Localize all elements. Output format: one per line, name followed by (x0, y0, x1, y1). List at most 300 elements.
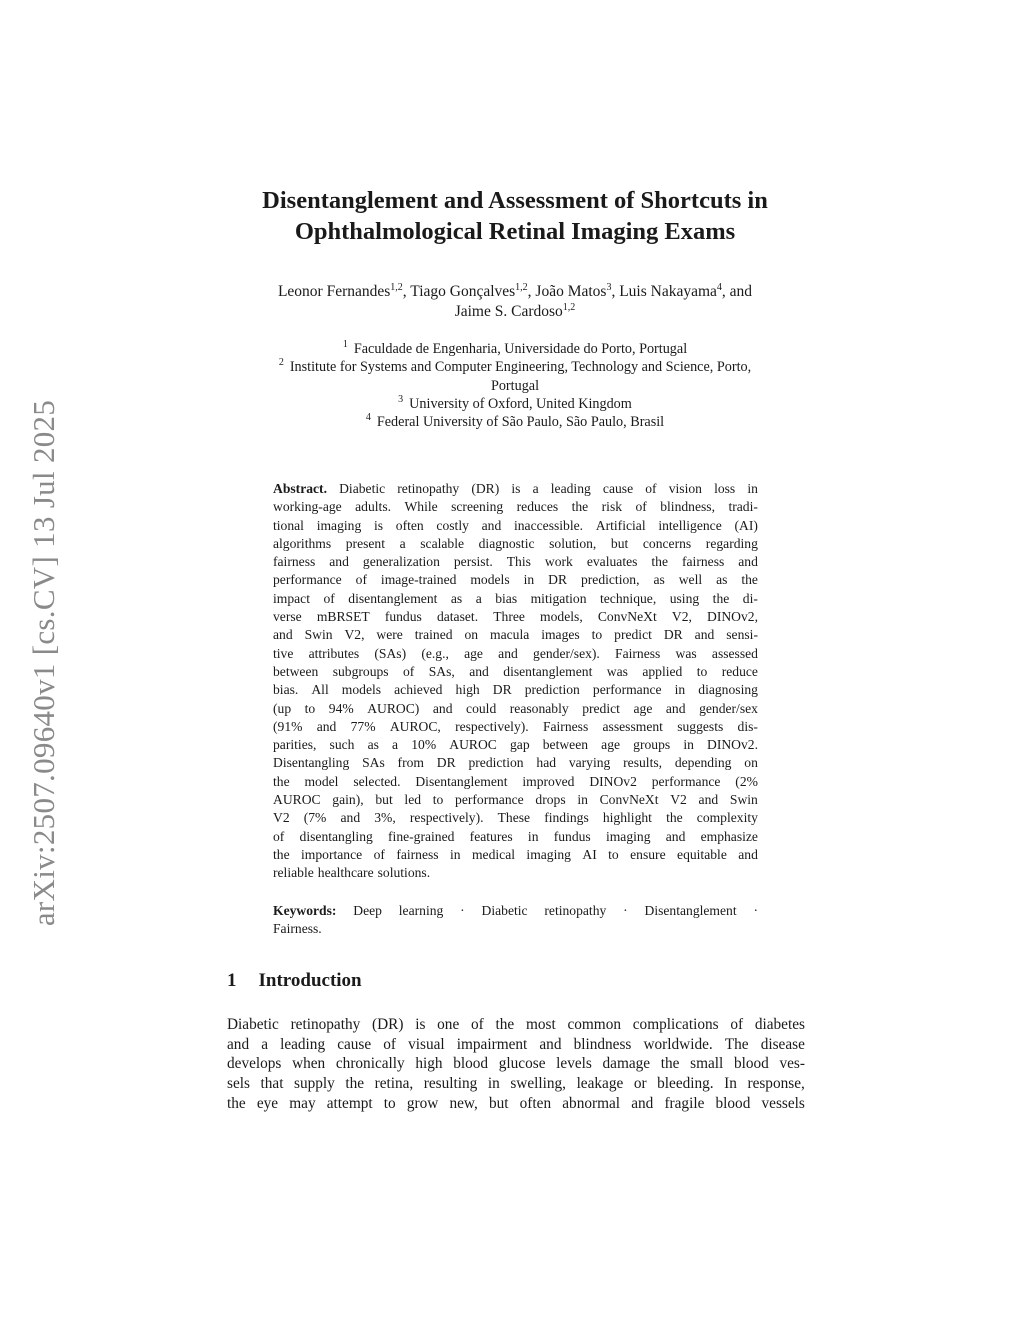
word: ensure (630, 846, 666, 862)
word: fragile (664, 1094, 705, 1112)
word: the (651, 554, 669, 570)
word: damage (602, 1055, 651, 1073)
word: and (738, 554, 758, 570)
word: chronically (335, 1055, 405, 1073)
word: achieved (394, 682, 443, 698)
word: assessment (602, 718, 663, 734)
word: of (373, 846, 385, 862)
word: sels (227, 1075, 250, 1093)
text-line (273, 828, 758, 846)
word: to (432, 792, 444, 808)
word: and (665, 700, 686, 716)
text-line (227, 1015, 805, 1035)
word: of (323, 590, 335, 606)
word: blood (453, 1055, 489, 1073)
word: visual (408, 1035, 445, 1053)
word: Artificial (595, 517, 646, 533)
text-line (227, 1074, 805, 1094)
word: suggests (677, 718, 724, 734)
word: impact (273, 590, 310, 606)
word: All (311, 682, 329, 698)
word: as (716, 572, 728, 588)
word: blindness (573, 1035, 632, 1053)
word: and (698, 792, 719, 808)
word: but (488, 1094, 509, 1112)
word: a (392, 737, 399, 753)
word: assessed (711, 645, 758, 661)
word: in (523, 572, 535, 588)
word: complications (632, 1016, 719, 1033)
word: and (340, 810, 361, 826)
word: disentanglement (503, 663, 593, 679)
affiliation-item (200, 395, 830, 413)
word: AUROC (449, 737, 497, 753)
word: 3%, (374, 810, 396, 826)
word: or (633, 1075, 647, 1093)
word: performance (592, 682, 662, 698)
text-line (273, 809, 758, 827)
word: adults. (355, 499, 392, 515)
word: equitable (677, 846, 727, 862)
word: often (395, 517, 424, 533)
word: risk (601, 499, 623, 515)
word: levels (556, 1055, 592, 1073)
word: fairness (682, 554, 725, 570)
word: SAs, (428, 663, 455, 679)
word: mBRSET (316, 609, 370, 625)
word: regarding (705, 535, 758, 551)
word: bleeding. (657, 1075, 714, 1093)
word: reduce (721, 663, 758, 679)
word: Fairness (615, 645, 661, 661)
word: gender/sex). (533, 645, 600, 661)
text-line (273, 736, 758, 754)
word: cause (602, 481, 634, 496)
word: respectively). (409, 810, 484, 826)
word: prediction (524, 682, 580, 698)
word: abnormal (562, 1094, 621, 1112)
word: was (606, 663, 628, 679)
author-affiliation-mark: 1,2 (515, 282, 528, 293)
affiliation-mark: 1 (342, 339, 348, 350)
word: and (738, 846, 758, 862)
text-line (273, 754, 758, 772)
section-title: Introduction (258, 970, 362, 991)
word: tive (273, 645, 294, 661)
word: the (227, 1094, 246, 1112)
word: 10% (411, 737, 437, 753)
word: selected. (353, 773, 401, 789)
word: bias. (273, 682, 299, 698)
author-affiliation-mark: 3 (606, 282, 612, 293)
word: of (383, 1035, 397, 1053)
word: had (536, 755, 557, 771)
word: (2% (735, 773, 758, 789)
word: parities, (273, 737, 317, 753)
word: swelling, (510, 1075, 567, 1093)
word: often (519, 1094, 552, 1112)
word: DINOv2, (707, 609, 758, 625)
word: and (329, 554, 349, 570)
text-line (273, 626, 758, 644)
word: leading (550, 481, 591, 496)
word: model (304, 773, 339, 789)
word: Three (493, 609, 525, 625)
word: the (571, 499, 589, 515)
affiliation-mark: 3 (398, 393, 404, 405)
word: Disentanglement (415, 773, 508, 789)
word: to (591, 627, 603, 643)
paper-title (200, 185, 830, 247)
word: was (675, 645, 697, 661)
word: Disentanglement (644, 903, 737, 918)
word: Diabetic (481, 903, 528, 918)
word: imaging (526, 846, 571, 862)
text-line (227, 1035, 805, 1055)
word: di- (742, 590, 758, 606)
word: the (345, 1075, 365, 1093)
word: fundus (553, 828, 591, 844)
word: from (397, 755, 424, 771)
word: to (696, 663, 708, 679)
word: improved (522, 773, 575, 789)
word: and (469, 663, 489, 679)
arxiv-identifier-text: arXiv:2507.09640v1 [cs.CV] 13 Jul 2025 (26, 399, 61, 927)
word: and (665, 828, 686, 844)
word: leading (280, 1035, 326, 1053)
author-line: Leonor Fernandes$^{1,2}$, Tiago Gonçalves$^{1,2}$, João Matos$^3$, Luis Nakayama$^4$, and (277, 282, 753, 300)
word: medical (471, 846, 516, 862)
word: develops (227, 1055, 282, 1073)
affiliation-item (200, 358, 830, 376)
author-line (200, 302, 830, 322)
word: disentanglement (348, 590, 438, 606)
word: gap (509, 737, 530, 753)
word: macula (490, 627, 530, 643)
word: (DR) (372, 1016, 404, 1033)
section-number: 1 (227, 970, 237, 991)
word: subgroups (332, 663, 389, 679)
word: high (455, 682, 480, 698)
word: 94% (328, 700, 354, 716)
word: In (724, 1075, 737, 1093)
word: AUROC) (367, 700, 420, 716)
text-line (273, 846, 758, 864)
word: and (273, 627, 293, 643)
word: one (437, 1016, 460, 1033)
affiliation-list (200, 340, 830, 431)
word: of (355, 572, 367, 588)
word: costly (436, 517, 469, 533)
section-heading (227, 970, 362, 992)
word: reasonably (509, 700, 569, 716)
word: trained (414, 627, 453, 643)
word: prediction (468, 755, 524, 771)
word: drops (535, 792, 566, 808)
affiliation-item (200, 377, 830, 395)
word: to (383, 1094, 396, 1112)
word: models (470, 572, 510, 588)
text-line (273, 920, 758, 938)
word: persist. (453, 554, 493, 570)
word: highlight (602, 810, 652, 826)
word: The (724, 1035, 749, 1053)
word: vision (668, 481, 702, 496)
word: and (316, 718, 337, 734)
word: in (450, 846, 461, 862)
word: learning (398, 903, 444, 918)
word: ConvNeXt (599, 792, 659, 808)
word: (up (273, 700, 292, 716)
word: These (497, 810, 531, 826)
word: tional (273, 517, 304, 533)
word: predict (614, 627, 652, 643)
word: 77% (350, 718, 376, 734)
word: when (292, 1055, 326, 1073)
word: Swin (304, 627, 333, 643)
text-line (273, 663, 758, 681)
text-line (227, 1094, 805, 1114)
word: fairness (273, 554, 316, 570)
word: concerns (642, 535, 692, 551)
title-line: Disentanglement and Assessment of Shortcuts in (262, 187, 768, 214)
word: on (744, 755, 758, 771)
word: AI (582, 846, 597, 862)
word: glucose (498, 1055, 546, 1073)
abstract (273, 480, 758, 883)
word: blindness, (660, 499, 715, 515)
word: Fairness (542, 718, 589, 734)
word: performance (651, 773, 721, 789)
word: a (261, 1035, 268, 1053)
author-name: Tiago Gonçalves (410, 283, 516, 300)
word: age (633, 700, 653, 716)
word: led (404, 792, 422, 808)
word: verse (273, 609, 302, 625)
word: (e.g., (421, 645, 449, 661)
word: dis- (737, 718, 758, 734)
text-line (273, 553, 758, 571)
word: of (645, 481, 657, 496)
affiliation-text: Faculdade de Engenharia, Universidade do Porto, Portugal (353, 341, 688, 357)
word: emphasize (700, 828, 758, 844)
word: dataset. (436, 609, 479, 625)
word: such (329, 737, 355, 753)
author-name: Luis Nakayama (619, 283, 717, 300)
word: between (542, 737, 589, 753)
word: between (273, 663, 319, 679)
word: DR (492, 682, 512, 698)
word: inaccessible. (513, 517, 584, 533)
text-line (273, 517, 758, 535)
affiliation-mark: 4 (365, 412, 371, 424)
affiliation-text: Institute for Systems and Computer Engineering, Technology and Science, Porto, (289, 359, 752, 376)
word: as (367, 737, 379, 753)
text-line (273, 571, 758, 589)
text-line (273, 535, 758, 553)
word: grow (406, 1094, 439, 1112)
word: mitigation (530, 590, 587, 606)
word: SAs (362, 755, 385, 771)
word: retinopathy (290, 1016, 361, 1033)
word: but (375, 792, 393, 808)
word: evaluates (586, 554, 638, 570)
text-line (273, 480, 758, 498)
word: that (260, 1075, 284, 1093)
word: V2, (671, 609, 692, 625)
word: may (289, 1094, 316, 1112)
word: gender/sex (699, 700, 758, 716)
word: DINOv2 (589, 773, 637, 789)
word: working-age (273, 499, 342, 515)
word: generalization (362, 554, 440, 570)
word: most (525, 1016, 556, 1033)
word: a (532, 481, 539, 496)
word: the (741, 572, 758, 588)
author-name: Leonor Fernandes (277, 283, 391, 300)
word: · (460, 903, 465, 918)
word: groups (633, 737, 671, 753)
body-paragraph (227, 1015, 805, 1113)
word: in (683, 737, 694, 753)
word: a (399, 535, 406, 551)
word: loss (714, 481, 736, 496)
word: is (511, 481, 521, 496)
word: results, (623, 755, 663, 771)
word: (7% (303, 810, 327, 826)
word: AUROC, (389, 718, 441, 734)
word: the (712, 590, 730, 606)
word: healthcare (317, 865, 374, 881)
author-connector: and (729, 283, 753, 300)
text-line (273, 902, 758, 920)
word: Abstract. (273, 481, 327, 496)
word: could (466, 700, 497, 716)
word: reduces (516, 499, 559, 515)
word: Disentangling (273, 755, 350, 771)
keywords (273, 902, 758, 939)
word: Swin (729, 792, 758, 808)
text-line (273, 498, 758, 516)
word: reliable (273, 865, 314, 881)
text-line (273, 590, 758, 608)
word: (DR) (471, 481, 500, 496)
word: high (415, 1055, 443, 1073)
word: worldwide. (643, 1035, 713, 1053)
word: using (669, 590, 700, 606)
word: a (475, 590, 482, 606)
word: screening (451, 499, 504, 515)
word: models, (540, 609, 583, 625)
word: of (471, 1016, 484, 1033)
word: diabetes (754, 1016, 805, 1033)
word: to (304, 700, 316, 716)
word: in (487, 1075, 500, 1093)
text-line (273, 864, 758, 882)
word: is (373, 517, 384, 533)
text-line (273, 791, 758, 809)
word: bias (495, 590, 518, 606)
word: technique, (599, 590, 657, 606)
word: of (273, 828, 285, 844)
word: varying (568, 755, 611, 771)
word: on (464, 627, 479, 643)
word: work (544, 554, 573, 570)
author-list (200, 282, 830, 322)
word: the (273, 773, 290, 789)
word: and (539, 1035, 562, 1053)
word: disease (760, 1035, 805, 1053)
author-affiliation-mark: 1,2 (562, 302, 576, 313)
word: well (678, 572, 703, 588)
word: fundus (384, 609, 422, 625)
word: and (498, 645, 518, 661)
word: diagnosing (698, 682, 758, 698)
word: and (227, 1035, 250, 1053)
word: resulting (423, 1075, 478, 1093)
author-affiliation-mark: 1,2 (390, 282, 403, 293)
word: image-trained (380, 572, 457, 588)
word: in (674, 682, 686, 698)
word: diagnostic (478, 535, 535, 551)
word: DINOv2. (707, 737, 758, 753)
word: vessels (761, 1094, 805, 1112)
affiliation-text: Portugal (490, 377, 540, 394)
word: and (694, 627, 715, 643)
word: retinopathy (544, 903, 607, 918)
word: imaging (316, 517, 362, 533)
affiliation-text: Federal University of São Paulo, São Paulo, Brasil (376, 414, 665, 431)
word: and (481, 517, 502, 533)
word: · (753, 903, 758, 918)
word: in (747, 481, 758, 496)
author-affiliation-mark: 4 (716, 282, 722, 293)
text-line (273, 773, 758, 791)
text-line (273, 718, 758, 736)
word: of (635, 499, 647, 515)
word: the (495, 1016, 515, 1033)
word: attributes (308, 645, 360, 661)
word: in (577, 792, 588, 808)
word: Keywords: (273, 903, 337, 918)
word: models (341, 682, 382, 698)
word: imaging (605, 828, 651, 844)
word: (91% (273, 718, 303, 734)
word: but (610, 535, 629, 551)
word: the (660, 1055, 680, 1073)
text-line (227, 1054, 805, 1074)
word: cause (337, 1035, 372, 1053)
word: blood (715, 1094, 751, 1112)
word: tradi- (728, 499, 758, 515)
word: age (601, 737, 621, 753)
word: DR (548, 572, 568, 588)
word: respectively). (455, 718, 529, 734)
word: (SAs) (374, 645, 407, 661)
word: solution, (549, 535, 597, 551)
word: performance (455, 792, 524, 808)
word: of (730, 1016, 744, 1033)
word: importance (301, 846, 363, 862)
text-line (273, 681, 758, 699)
word: While (404, 499, 438, 515)
word: and (432, 700, 453, 716)
word: Diabetic (227, 1016, 279, 1033)
word: gain), (332, 792, 364, 808)
text-line (273, 645, 758, 663)
word: new, (449, 1094, 478, 1112)
word: impairment (456, 1035, 528, 1053)
